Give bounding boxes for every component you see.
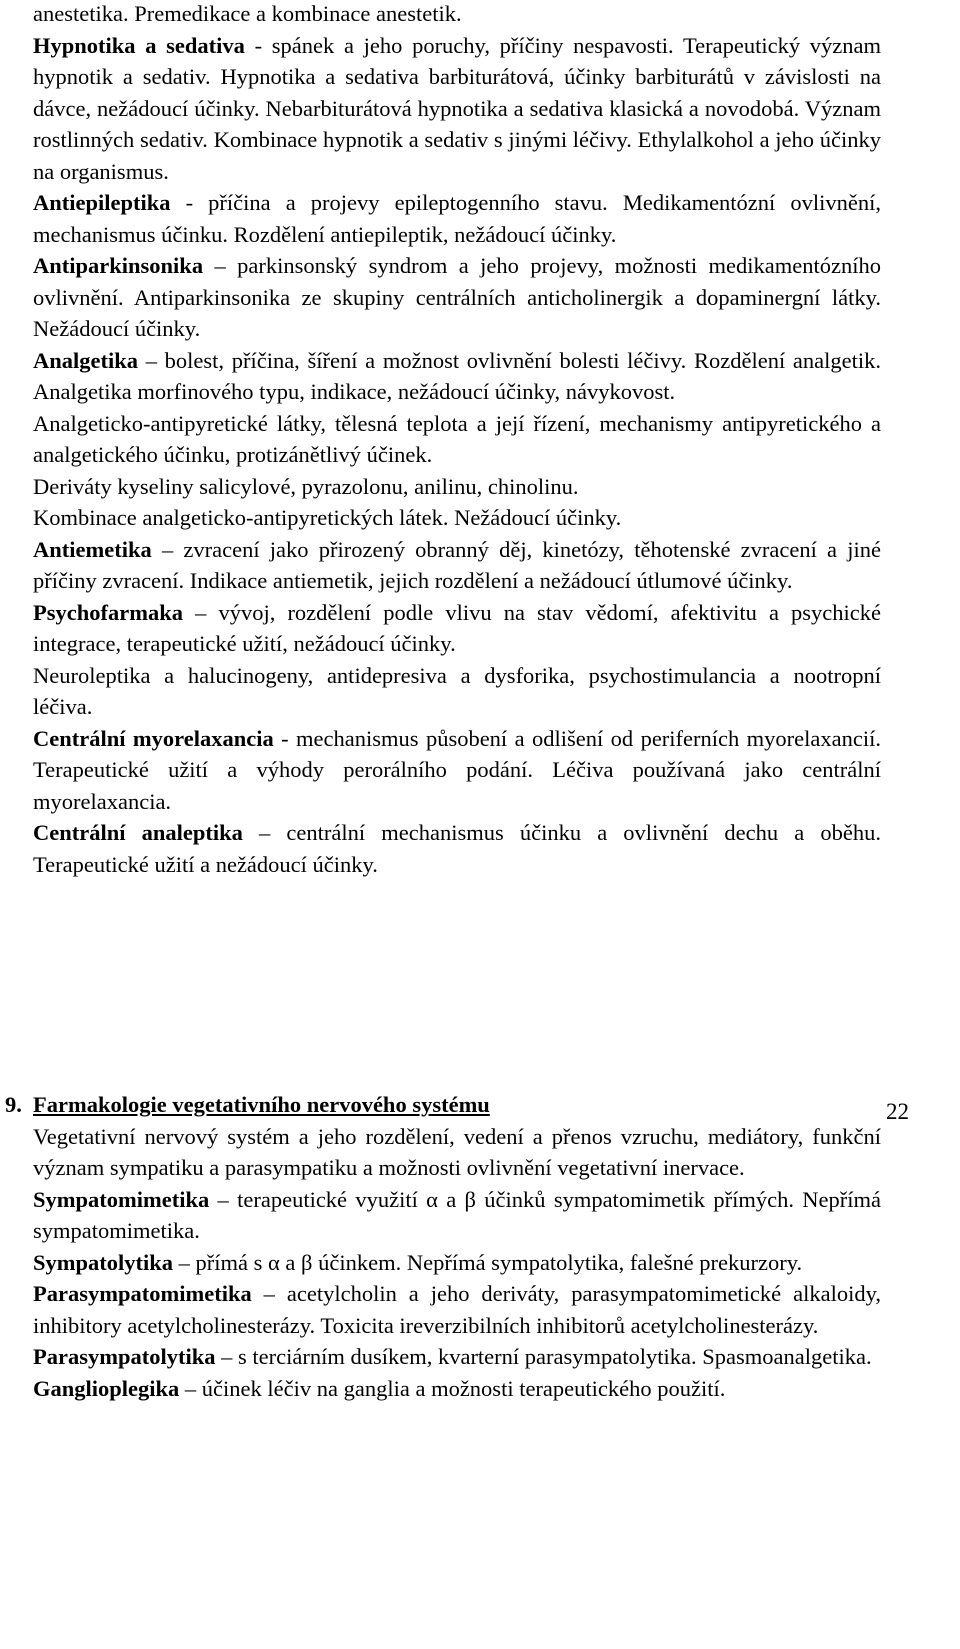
paragraph-text: - spánek a jeho poruchy, příčiny nespavosti. Terapeutický význam hypnotik a sedativ. Hypnotika a sedativa barbiturátová, účinky barbiturátů v závislosti na dávce, nežádoucí účinky. Nebarbiturátová hypnotika a sedativa klasická a novodobá. Význam rostlinných sedativ. Kombinace hypnotik a sedativ s jinými léčivy. Ethylalkohol a jeho účinky na organismus. (33, 32, 881, 184)
paragraph-analeptics (33, 817, 881, 880)
paragraph-antipyretics (33, 408, 881, 471)
paragraph-text: - příčina a projevy epileptogenního stavu. Medikamentózní ovlivnění, mechanismus účinku. Rozdělení antiepileptik, nežádoucí účinky. (33, 190, 881, 247)
paragraph-text: – centrální mechanismus účinku a ovlivnění dechu a oběhu. Terapeutické užití a nežádoucí účinky. (33, 820, 881, 877)
paragraph-vegetative-system (33, 1121, 881, 1184)
paragraph-text: – zvracení jako přirozený obranný děj, kinetózy, těhotenské zvracení a jiné příčiny zvracení. Indikace antiemetik, jejich rozdělení a nežádoucí útlumové účinky. (33, 536, 881, 593)
paragraph-parasympatholytics (33, 1341, 881, 1373)
paragraph-heading: Antiemetika (33, 536, 152, 562)
paragraph-text: – terapeutické využití α a β účinků sympatomimetik přímých. Nepřímá sympatomimetika. (33, 1186, 881, 1243)
paragraph-heading: Antiepileptika (33, 190, 171, 215)
paragraph-anesthetics-end (33, 0, 881, 30)
section-number: 9. (5, 1092, 22, 1117)
paragraph-antiepileptics (33, 187, 881, 250)
paragraph-text: - mechanismus působení a odlišení od periferních myorelaxancií. Terapeutické užití a výhody perorálního podání. Léčiva používaná jako centrální myorelaxancia. (33, 725, 881, 814)
section-body (33, 1121, 881, 1405)
section-heading (0, 1089, 960, 1121)
paragraph-derivatives (33, 471, 881, 503)
section-vegetative-nervous-system (0, 1089, 960, 1401)
paragraph-text: anestetika. Premedikace a kombinace anestetik. (33, 1, 462, 26)
paragraph-text: Analgeticko-antipyretické látky, tělesná teplota a její řízení, mechanismy antipyretického a analgetického účinku, protizánětlivý účinek. (33, 410, 881, 467)
section-title: Farmakologie vegetativního nervového systému (33, 1092, 490, 1117)
paragraph-text: Kombinace analgeticko-antipyretických látek. Nežádoucí účinky. (33, 505, 622, 530)
paragraph-heading: Parasympatolytika (33, 1344, 216, 1369)
paragraph-antiemetics (33, 534, 881, 597)
paragraph-text: – s terciárním dusíkem, kvarterní parasympatolytika. Spasmoanalgetika. (215, 1344, 872, 1369)
paragraph-heading: Antiparkinsonika (33, 253, 204, 278)
paragraph-text: Neuroleptika a halucinogeny, antidepresiva a dysforika, psychostimulancia a nootropní léčiva. (33, 662, 881, 719)
paragraph-text: – vývoj, rozdělení podle vlivu na stav vědomí, afektivitu a psychické integrace, terapeutické užití, nežádoucí účinky. (33, 599, 881, 656)
page-number: 22 (886, 1099, 909, 1124)
paragraph-text: – přímá s α a β účinkem. Nepřímá sympatolytika, falešné prekurzory. (173, 1249, 803, 1275)
paragraph-heading: Psychofarmaka (33, 599, 183, 625)
paragraph-text: – acetylcholin a jeho deriváty, parasympatomimetické alkaloidy, inhibitory acetylcholinesterázy. Toxicita ireverzibilních inhibitorů acetylcholinesterázy. (33, 1281, 881, 1338)
paragraph-heading: Parasympatomimetika (33, 1281, 252, 1306)
paragraph-analgesics (33, 345, 881, 408)
paragraph-hypnotics (33, 30, 881, 188)
paragraph-combinations (33, 502, 881, 534)
paragraph-psychopharmaceuticals (33, 597, 881, 660)
paragraph-parasympathomimetics (33, 1278, 881, 1341)
paragraph-text: – účinek léčiv na ganglia a možnosti terapeutického použití. (179, 1375, 726, 1401)
paragraph-neuroleptics (33, 660, 881, 723)
paragraph-text: – parkinsonský syndrom a jeho projevy, možnosti medikamentózního ovlivnění. Antiparkinsonika ze skupiny centrálních anticholinergik a dopaminergní látky. Nežádoucí účinky. (33, 253, 881, 341)
paragraph-heading: Sympatomimetika (33, 1186, 210, 1212)
paragraph-sympatholytics (33, 1247, 881, 1279)
paragraph-sympathomimetics (33, 1184, 881, 1247)
paragraph-heading: Centrální analeptika (33, 820, 243, 845)
paragraph-ganglioplegics (33, 1373, 881, 1405)
upper-text-block (33, 0, 881, 880)
paragraph-text: Deriváty kyseliny salicylové, pyrazolonu, anilinu, chinolinu. (33, 473, 579, 499)
paragraph-heading: Ganglioplegika (33, 1375, 180, 1401)
paragraph-text: – bolest, příčina, šíření a možnost ovlivnění bolesti léčivy. Rozdělení analgetik. Analgetika morfinového typu, indikace, nežádoucí účinky, návykovost. (33, 347, 881, 404)
paragraph-myorelaxants (33, 723, 881, 818)
paragraph-antiparkinsonics (33, 250, 881, 345)
paragraph-heading: Hypnotika a sedativa (33, 32, 245, 58)
paragraph-heading: Analgetika (33, 347, 139, 373)
paragraph-text: Vegetativní nervový systém a jeho rozdělení, vedení a přenos vzruchu, mediátory, funkční význam sympatiku a parasympatiku a možnosti ovlivnění vegetativní inervace. (33, 1123, 881, 1180)
paragraph-heading: Sympatolytika (33, 1249, 174, 1275)
paragraph-heading: Centrální myorelaxancia (33, 725, 274, 751)
